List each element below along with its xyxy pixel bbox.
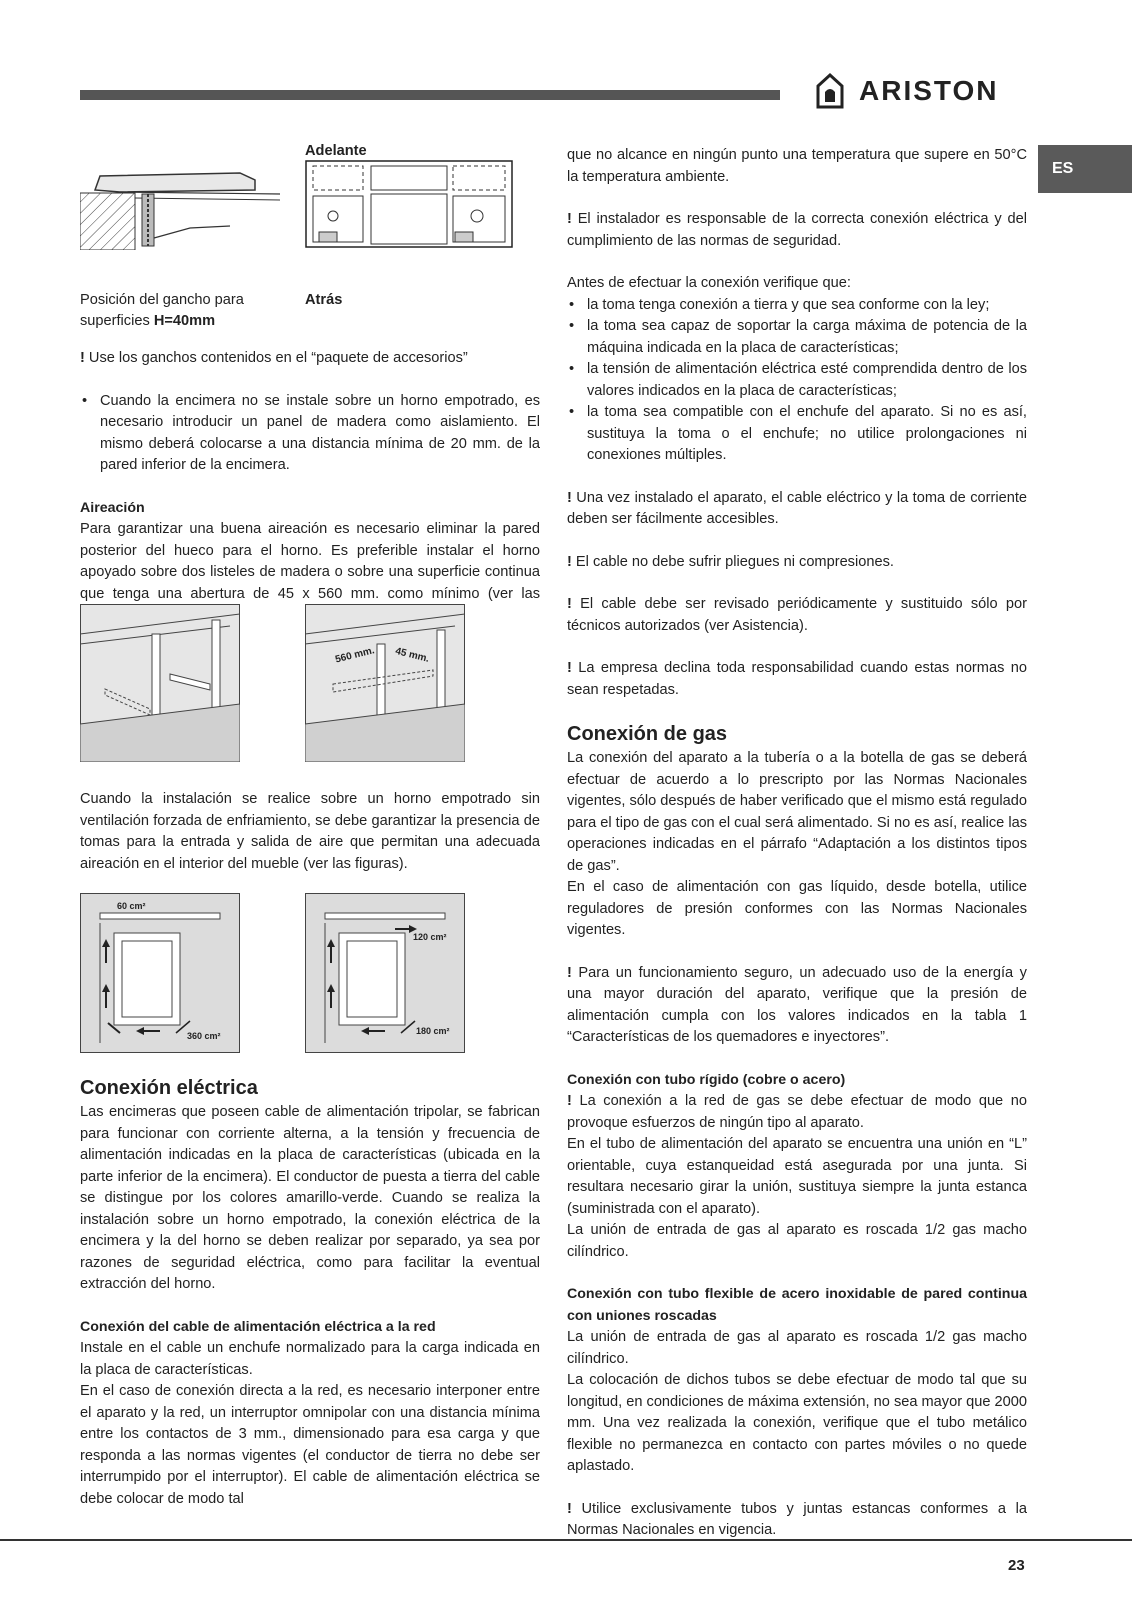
header-bar bbox=[80, 90, 780, 100]
verify-item: • la toma sea compatible con el enchufe del aparato. Si no es así, sustituya la toma o el enchufe; no utilice prolongaciones ni conexiones múltiples. bbox=[567, 402, 1027, 467]
dimension-45: 45 mm. bbox=[394, 645, 431, 665]
installer-note: ! El instalador es responsable de la correcta conexión eléctrica y del cumplimiento de las normas de seguridad. bbox=[567, 211, 1027, 249]
gas-note: ! Para un funcionamiento seguro, un adecuado uso de la energía y una mayor duración del aparato, verifique que la presión de alimentación cumpla con los valores indicados en la tabla 1 “Características de los quemadores e inyectores”. bbox=[567, 964, 1027, 1045]
note-folds: ! El cable no debe sufrir pliegues ni compresiones. bbox=[567, 553, 894, 570]
cable-text-1: Instale en el cable un enchufe normalizado para la carga indicada en la placa de características. bbox=[80, 1340, 540, 1378]
aireacion-title: Aireación bbox=[80, 499, 145, 516]
hob-underside-diagram bbox=[305, 160, 513, 248]
verify-intro: Antes de efectuar la conexión verifique que: bbox=[567, 275, 851, 291]
aireacion-text: Para garantizar una buena aireación es necesario eliminar la pared posterior del hueco para el horno. Es preferible instalar el horno apoyado sobre dos listeles de madera o sobre una superficie continua que tenga una abertura de 45 x 560 mm. como mínimo (ver las bbox=[80, 521, 540, 602]
rigid-title: Conexión con tubo rígido (cobre o acero) bbox=[567, 1071, 846, 1088]
brand-name: ARISTON bbox=[859, 75, 999, 106]
gas-text-2: En el caso de alimentación con gas líquido, desde botella, utilice reguladores de presión conformes con las Normas Nacionales vigentes. bbox=[567, 879, 1027, 938]
vent-360: 360 cm² bbox=[187, 1031, 221, 1041]
hook-caption bbox=[80, 290, 290, 332]
page-number: 23 bbox=[1008, 1557, 1025, 1574]
verify-item: • la toma sea capaz de soportar la carga máxima de potencia de la máquina indicada en la placa de características; bbox=[567, 316, 1027, 359]
flex-text-2: La colocación de dichos tubos se debe efectuar de modo tal que su longitud, en condiciones de máxima extensión, no sea mayor que 2000 mm. Una vez realizada la conexión, verifique que el tubo metálico flexible no permanezca en contacto con partes móviles o no quede aplastado. bbox=[567, 1372, 1027, 1474]
brand-logo bbox=[815, 72, 999, 110]
cable-title: Conexión del cable de alimentación eléctrica a la red bbox=[80, 1318, 436, 1335]
gas-text-1: La conexión del aparato a la tubería o a la botella de gas se deberá efectuar de acuerdo a lo prescripto por las Normas Nacionales vigentes, sólo después de haber verificado que el mismo está regulado para el tipo de gas con el cual será alimentado. Si no es así, realice las operaciones indicadas en el párrafo “Adaptación a los distintos tipos de gas”. bbox=[567, 750, 1027, 874]
ventilation-block bbox=[80, 789, 540, 896]
final-note: ! Utilice exclusivamente tubos y juntas estancas conformes a la Normas Nacionales en vigencia. bbox=[567, 1500, 1027, 1538]
flex-text-1: La unión de entrada de gas al aparato es roscada 1/2 gas macho cilíndrico. bbox=[567, 1329, 1027, 1367]
verify-list bbox=[567, 295, 1027, 467]
rigid-note: ! La conexión a la red de gas se debe efectuar de modo que no provoque esfuerzos de ningún tipo al aparato. bbox=[567, 1093, 1027, 1131]
gas-title: Conexión de gas bbox=[567, 723, 728, 745]
right-column bbox=[567, 145, 1027, 1563]
dimension-560: 560 mm. bbox=[334, 645, 376, 666]
footer-line bbox=[0, 1539, 1132, 1541]
vent-60: 60 cm² bbox=[117, 901, 146, 911]
cabinet-battens-diagram bbox=[80, 604, 240, 762]
vent-180: 180 cm² bbox=[416, 1026, 450, 1036]
note-accessible: ! Una vez instalado el aparato, el cable eléctrico y la toma de corriente deben ser fácilmente accesibles. bbox=[567, 489, 1027, 527]
cable-text-2: En el caso de conexión directa a la red, es necesario interponer entre el aparato y la red, un interruptor omnipolar con una distancia mínima entre los contactos de 3 mm., dimensionado para esa carga y que responda a las normas vigentes (el conductor de tierra no debe ser interrumpido por el interruptor). El cable de alimentación eléctrica se debe colocar de modo tal bbox=[80, 1383, 540, 1507]
flex-title: Conexión con tubo flexible de acero inoxidable de pared continua con uniones roscadas bbox=[567, 1286, 1027, 1324]
verify-item: • la toma tenga conexión a tierra y que sea conforme con la ley; bbox=[567, 295, 1027, 317]
electrical-text: Las encimeras que poseen cable de alimentación tripolar, se fabrican para funcionar con corriente alterna, a la tensión y frecuencia de alimentación indicadas en la placa de características (ubicada en la parte inferior de la encimera). El conductor de puesta a tierra del cable se distingue por los colores amarillo-verde. Cuando se realiza la instalación sobre un horno empotrado, la conexión eléctrica de la encimera y la del horno se deben realizar por separado, ya sea por razones de seguridad eléctrica, como para facilitar la eventual extracción del horno. bbox=[80, 1104, 540, 1292]
language-tab: ES bbox=[1038, 145, 1132, 193]
vent-120: 120 cm² bbox=[413, 932, 447, 942]
electrical-section bbox=[80, 1076, 540, 1510]
hook-caption-line1: Posición del gancho para bbox=[80, 292, 244, 308]
hook-position-diagram bbox=[80, 168, 280, 250]
panel-bullet-list bbox=[80, 391, 540, 477]
verify-item: • la tensión de alimentación eléctrica esté comprendida dentro de los valores indicados en la placa de características; bbox=[567, 359, 1027, 402]
continuation-text: que no alcance en ningún punto una temperatura que supere en 50°C la temperatura ambiente. bbox=[567, 147, 1027, 185]
hook-caption-height: H=40mm bbox=[153, 313, 216, 329]
rigid-text-1: En el tubo de alimentación del aparato se encuentra una unión en “L” orientable, cuya estanqueidad está asegurada por una junta. Si resultara necesario girar la unión, sustituya siempre la junta estanca (suministrada con el aparato). bbox=[567, 1136, 1027, 1217]
note-review: ! El cable debe ser revisado periódicamente y sustituido sólo por técnicos autorizados (ver Asistencia). bbox=[567, 596, 1027, 634]
panel-bullet: • Cuando la encimera no se instale sobre un horno empotrado, es necesario introducir un panel de madera como aislamiento. El mismo deberá colocarse a una distancia mínima de 20 mm. de la pared inferior de la encimera. bbox=[80, 391, 540, 477]
hook-caption-prefix: superficies bbox=[80, 313, 154, 329]
left-column-top bbox=[80, 348, 540, 648]
ventilation-text: Cuando la instalación se realice sobre un horno empotrado sin ventilación forzada de enfriamiento, se debe garantizar la presencia de tomas para la entrada y salida de aire que permitan una adecuada aireación en el interior del mueble (ver las figuras). bbox=[80, 791, 540, 872]
house-logo-icon bbox=[815, 72, 845, 110]
hooks-note: ! Use los ganchos contenidos en el “paquete de accesorios” bbox=[80, 350, 468, 366]
rigid-text-2: La unión de entrada de gas al aparato es roscada 1/2 gas macho cilíndrico. bbox=[567, 1222, 1027, 1260]
label-front: Adelante bbox=[305, 143, 367, 159]
label-back: Atrás bbox=[305, 292, 343, 308]
note-company: ! La empresa declina toda responsabilidad cuando estas normas no sean respetadas. bbox=[567, 660, 1027, 698]
electrical-title: Conexión eléctrica bbox=[80, 1077, 258, 1099]
cabinet-opening-diagram bbox=[305, 604, 465, 762]
